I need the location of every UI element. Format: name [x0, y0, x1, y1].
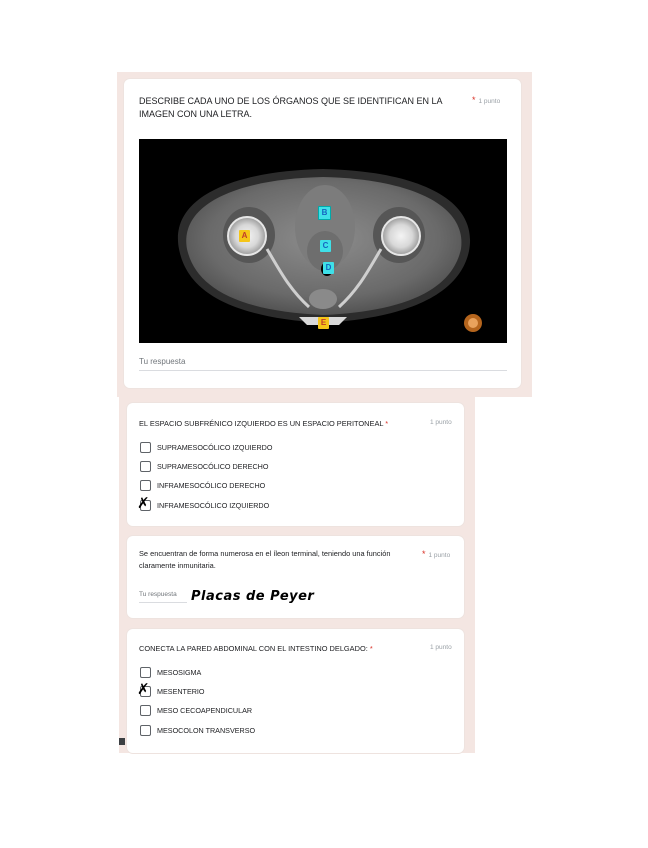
- answer-underline: [139, 602, 187, 603]
- label-e: E: [318, 317, 329, 329]
- question-title-organs: DESCRIBE CADA UNO DE LOS ÓRGANOS QUE SE IDENTIFICAN EN LA IMAGEN CON UNA LETRA.: [139, 96, 443, 119]
- answer-input-ileon[interactable]: Tu respuesta: [139, 591, 177, 598]
- question-title-pared: CONECTA LA PARED ABDOMINAL CON EL INTESTINO DELGADO: *: [139, 644, 373, 653]
- checkbox[interactable]: [140, 705, 151, 716]
- page-marker-icon: [119, 738, 125, 745]
- points-label: 1 punto: [430, 644, 452, 651]
- checkbox-option-checked[interactable]: ✗ INFRAMESOCÓLICO IZQUIERDO: [137, 494, 270, 512]
- required-mark: *: [422, 549, 426, 559]
- checkbox-option[interactable]: SUPRAMESOCÓLICO IZQUIERDO: [140, 442, 340, 454]
- checkbox[interactable]: [140, 725, 151, 736]
- ct-scan-image: [139, 139, 507, 343]
- checkbox[interactable]: [140, 461, 151, 472]
- label-d: D: [323, 262, 334, 274]
- handwritten-x-mark: ✗: [137, 494, 150, 512]
- points-label: * 1 punto: [472, 95, 501, 105]
- label-c: C: [320, 240, 331, 252]
- points-label: * 1 punto: [422, 549, 451, 559]
- handwritten-x-mark: ✗: [137, 680, 150, 698]
- checkbox-option[interactable]: MESOCOLON TRANSVERSO: [140, 725, 340, 737]
- handwritten-answer: Placas de Peyer: [191, 589, 315, 604]
- required-mark: *: [472, 95, 476, 105]
- checkbox-option[interactable]: MESO CECOAPENDICULAR: [140, 705, 340, 717]
- answer-input-organs[interactable]: Tu respuesta: [139, 357, 186, 366]
- checkbox-option[interactable]: MESOSIGMA: [140, 667, 340, 679]
- checkbox-option-checked[interactable]: ✗ MESENTERIO: [137, 680, 205, 698]
- answer-underline: [139, 370, 507, 371]
- checkbox-option[interactable]: SUPRAMESOCÓLICO DERECHO: [140, 461, 340, 473]
- checkbox[interactable]: [140, 480, 151, 491]
- question-title-ileon: Se encuentran de forma numerosa en el íleon terminal, teniendo una función claramente inmunitaria.: [139, 549, 391, 570]
- points-label: 1 punto: [430, 419, 452, 426]
- label-a: A: [239, 230, 250, 242]
- question-title-subfrenico: EL ESPACIO SUBFRÉNICO IZQUIERDO ES UN ESPACIO PERITONEAL *: [139, 419, 389, 428]
- checkbox[interactable]: [140, 667, 151, 678]
- label-b: B: [318, 206, 331, 220]
- checkbox-option[interactable]: INFRAMESOCÓLICO DERECHO: [140, 480, 340, 492]
- checkbox[interactable]: [140, 442, 151, 453]
